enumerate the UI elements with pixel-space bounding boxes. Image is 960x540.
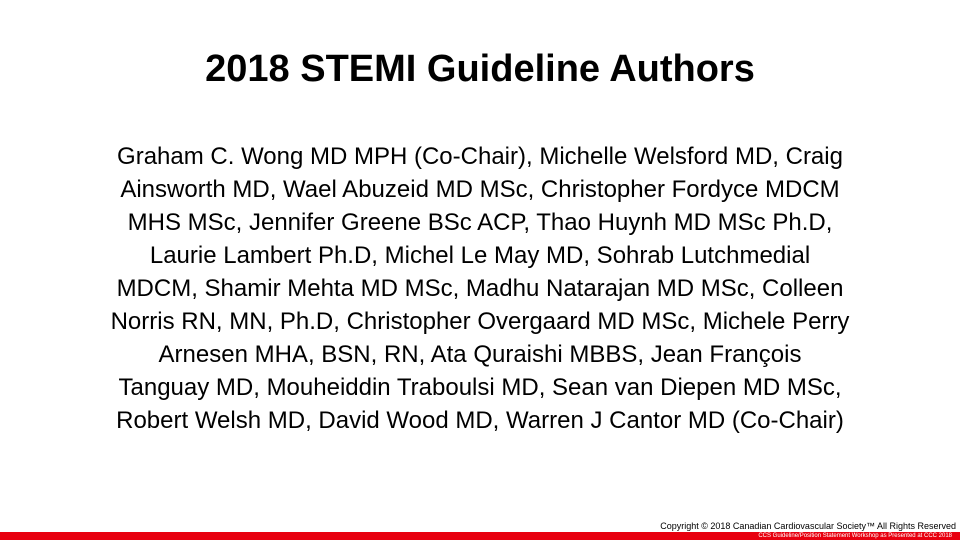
authors-list <box>40 140 920 437</box>
authors-line: MDCM, Shamir Mehta MD MSc, Madhu Natarajan MD MSc, Colleen <box>116 275 844 302</box>
authors-line: Arnesen MHA, BSN, RN, Ata Quraishi MBBS, Jean François <box>158 341 802 368</box>
authors-line: MHS MSc, Jennifer Greene BSc ACP, Thao Huynh MD MSc Ph.D, <box>127 209 833 236</box>
authors-line: Laurie Lambert Ph.D, Michel Le May MD, Sohrab Lutchmedial <box>149 242 811 269</box>
authors-line: Graham C. Wong MD MPH (Co-Chair), Michelle Welsford MD, Craig <box>117 143 843 170</box>
authors-line: Robert Welsh MD, David Wood MD, Warren J Cantor MD (Co-Chair) <box>116 407 844 434</box>
authors-line: Ainsworth MD, Wael Abuzeid MD MSc, Christopher Fordyce MDCM <box>120 176 840 203</box>
authors-line: Tanguay MD, Mouheiddin Traboulsi MD, Sean van Diepen MD MSc, <box>118 374 842 401</box>
copyright-notice: Copyright © 2018 Canadian Cardiovascular Society™ All Rights Reserved <box>660 521 956 531</box>
footer-note: CCS Guideline/Position Statement Workshop as Presented at CCC 2018 <box>758 533 952 539</box>
authors-line: Norris RN, MN, Ph.D, Christopher Overgaard MD MSc, Michele Perry <box>110 308 850 335</box>
slide-title: 2018 STEMI Guideline Authors <box>205 48 755 90</box>
